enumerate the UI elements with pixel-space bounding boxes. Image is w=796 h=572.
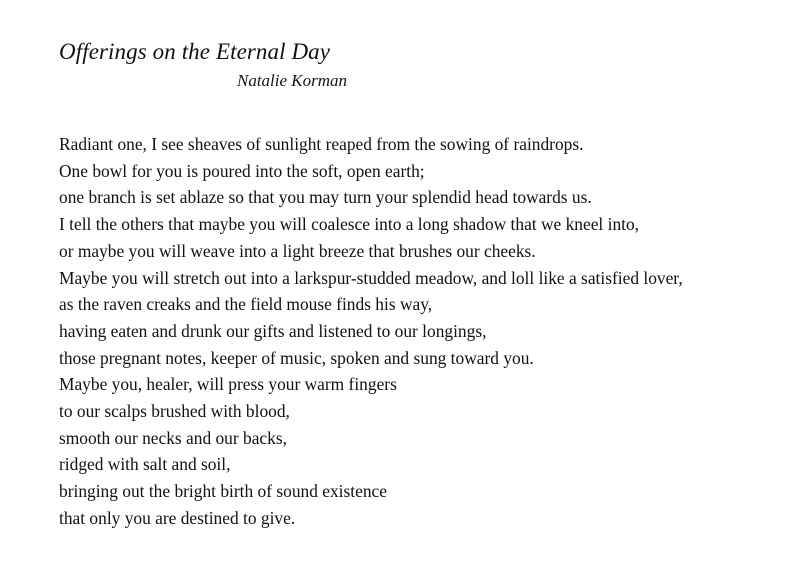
poem-line: as the raven creaks and the field mouse finds his way,	[59, 294, 433, 315]
poem-author-byline: Natalie Korman	[237, 71, 348, 90]
poem-body	[59, 131, 759, 532]
poem-line: having eaten and drunk our gifts and listened to our longings,	[59, 320, 487, 341]
poem-line: those pregnant notes, keeper of music, spoken and sung toward you.	[59, 347, 534, 368]
page-title: Offerings on the Eternal Day	[59, 39, 331, 64]
poem-line: one branch is set ablaze so that you may turn your splendid head towards us.	[59, 187, 592, 208]
poem-line: or maybe you will weave into a light breeze that brushes our cheeks.	[59, 240, 536, 261]
poem-line: Radiant one, I see sheaves of sunlight reaped from the sowing of raindrops.	[59, 134, 584, 154]
poem-line: that only you are destined to give.	[59, 507, 296, 528]
poem-line: One bowl for you is poured into the soft, open earth;	[59, 160, 425, 181]
poem-line: smooth our necks and our backs,	[59, 427, 287, 448]
poem-line: bringing out the bright birth of sound existence	[59, 481, 387, 502]
poem-line: to our scalps brushed with blood,	[59, 401, 290, 422]
poem-line: ridged with salt and soil,	[59, 454, 231, 475]
poem-line: Maybe you will stretch out into a larkspur-studded meadow, and loll like a satisfied lover,	[59, 267, 683, 288]
poem-line: I tell the others that maybe you will coalesce into a long shadow that we kneel into,	[59, 214, 640, 235]
poem-header	[59, 38, 749, 92]
poem-line: Maybe you, healer, will press your warm fingers	[59, 374, 397, 395]
